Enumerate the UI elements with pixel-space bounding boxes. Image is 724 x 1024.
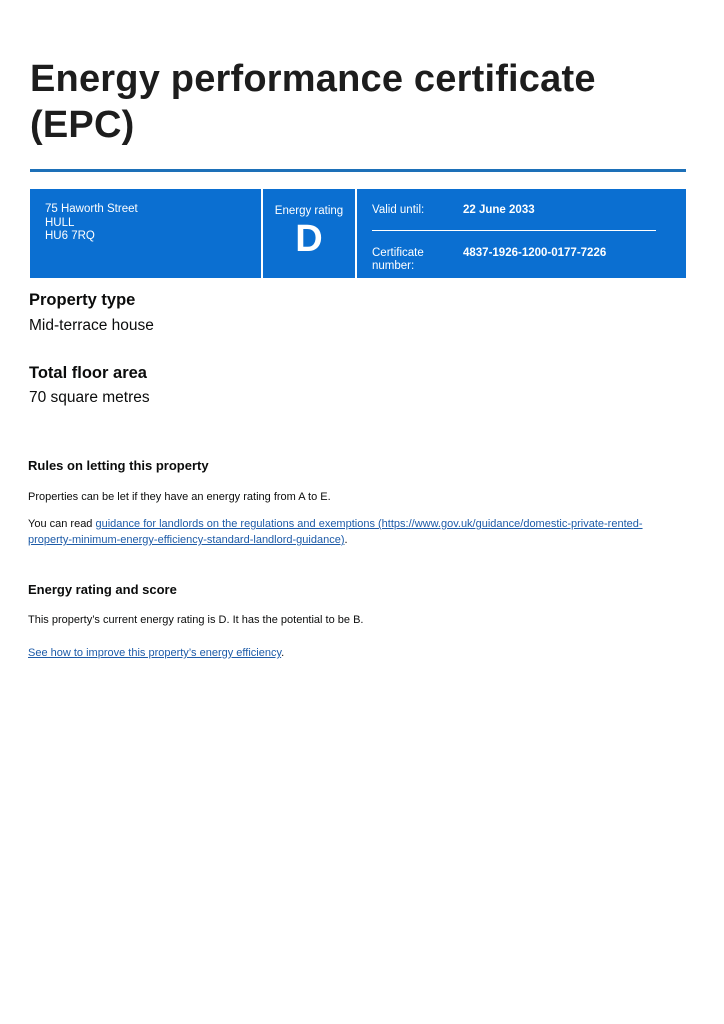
letting-rules-heading: Rules on letting this property — [28, 458, 209, 473]
certificate-number-row — [372, 231, 656, 273]
floor-area-value: 70 square metres — [29, 389, 150, 406]
landlord-guidance-link[interactable]: guidance for landlords on the regulations and exemptions — [95, 518, 375, 530]
summary-banner — [30, 189, 686, 278]
title-divider — [30, 169, 686, 172]
improve-suffix: . — [281, 647, 285, 659]
floor-area-heading: Total floor area — [29, 364, 147, 382]
certificate-details — [357, 189, 686, 278]
valid-until-label: Valid until: — [372, 204, 425, 216]
landlord-guidance-url[interactable]: (https://www.gov.uk/guidance/domestic-private-rented-property-minimum-energy-efficiency-standard-landlord-guidance) — [28, 518, 643, 546]
energy-rating-letter: D — [295, 218, 323, 260]
guidance-suffix: . — [344, 534, 348, 546]
energy-score-heading: Energy rating and score — [28, 582, 177, 597]
guidance-prefix: You can read — [28, 518, 96, 530]
improve-efficiency-link[interactable]: See how to improve this property’s energy efficiency — [28, 647, 282, 659]
property-address — [30, 189, 263, 278]
landlord-guidance-paragraph — [28, 516, 668, 548]
address-line-1: 75 Haworth Street — [45, 203, 138, 215]
property-type-heading: Property type — [29, 291, 136, 309]
address-line-2: HULL — [45, 216, 75, 229]
certificate-number-value: 4837-1926-1200-0177-7226 — [463, 247, 607, 259]
valid-until-value: 22 June 2033 — [463, 204, 535, 216]
address-line-3: HU6 7RQ — [45, 230, 95, 242]
letting-rules-text: Properties can be let if they have an energy rating from A to E. — [28, 491, 331, 503]
improve-efficiency-paragraph — [28, 645, 668, 661]
page-title: Energy performance certificate (EPC) — [30, 58, 596, 146]
property-type-value: Mid-terrace house — [29, 317, 154, 334]
energy-rating-box — [263, 189, 357, 278]
energy-rating-label: Energy rating — [274, 205, 344, 217]
energy-score-text: This property’s current energy rating is D. It has the potential to be B. — [28, 614, 364, 626]
valid-until-row — [372, 189, 656, 231]
certificate-number-label: Certificate number: — [372, 247, 424, 272]
